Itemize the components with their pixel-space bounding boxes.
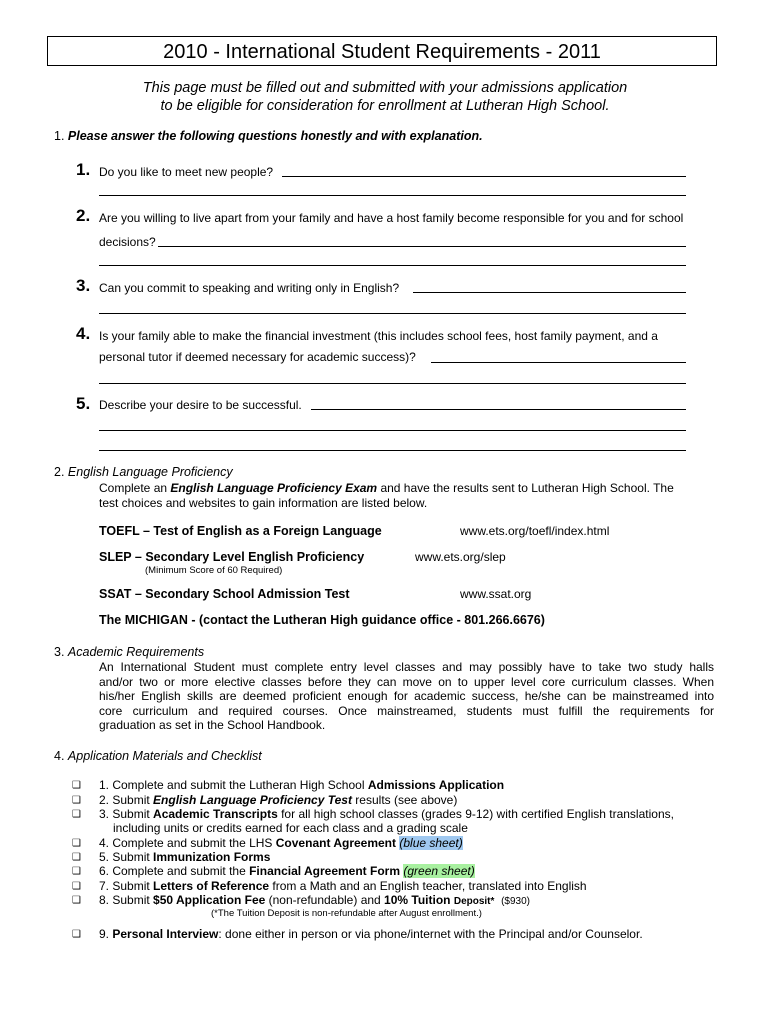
section-3-heading: 3. Academic Requirements xyxy=(54,645,205,659)
test-slep-note: (Minimum Score of 60 Required) xyxy=(145,565,283,576)
intro-line-1: This page must be filled out and submitted with your admissions application xyxy=(142,80,628,96)
checkbox-8[interactable]: ❑ xyxy=(72,895,81,906)
checklist-item-3: 3. Submit Academic Transcripts for all high school classes (grades 9-12) with certified English translations, xyxy=(99,807,674,821)
section-4-heading: 4. Application Materials and Checklist xyxy=(54,749,262,763)
section-2-heading: 2. English Language Proficiency xyxy=(54,465,233,479)
section-1-heading: 1. Please answer the following questions honestly and with explanation. xyxy=(54,129,483,143)
checkbox-4[interactable]: ❑ xyxy=(72,838,81,849)
answer-line-4b[interactable] xyxy=(99,383,686,384)
answer-line-5b[interactable] xyxy=(99,430,686,431)
section-3-paragraph: An International Student must complete entry level classes and may possibly have to take two study halls and/or two or more elective classes before they can move on to upper level core curriculum classes. When his/her English skills are deemed proficient enough for academic success, he/she can be mainstreamed into core curriculum and required courses. Once mainstreamed, students must fulfill the requirements for graduation as set in the School Handbook. xyxy=(99,660,714,732)
question-1-text: Do you like to meet new people? xyxy=(99,165,274,179)
question-2-text-line-2: decisions? xyxy=(99,235,156,249)
question-4-text-line-2: personal tutor if deemed necessary for academic success)? xyxy=(99,350,416,364)
question-4-text-line-1: Is your family able to make the financial investment (this includes school fees, host family payment, and a xyxy=(99,329,658,343)
checklist-item-6: 6. Complete and submit the Financial Agreement Form (green sheet) xyxy=(99,864,475,878)
checkbox-2[interactable]: ❑ xyxy=(72,795,81,806)
test-toefl-name: TOEFL – Test of English as a Foreign Language xyxy=(99,524,382,538)
answer-line-2a[interactable] xyxy=(158,246,686,247)
page-title: 2010 - International Student Requirements - 2011 xyxy=(47,36,717,66)
test-ssat-url[interactable]: www.ssat.org xyxy=(460,587,532,601)
test-slep-url[interactable]: www.ets.org/slep xyxy=(415,550,506,564)
intro-line-2: to be eligible for consideration for enrollment at Lutheran High School. xyxy=(160,98,610,114)
answer-line-3a[interactable] xyxy=(413,292,686,293)
question-1-number: 1. xyxy=(76,160,91,179)
checkbox-1[interactable]: ❑ xyxy=(72,780,81,791)
green-sheet-highlight: (green sheet) xyxy=(403,864,475,878)
checklist-item-7: 7. Submit Letters of Reference from a Math and an English teacher, translated into English xyxy=(99,879,587,893)
test-slep-name: SLEP – Secondary Level English Proficiency xyxy=(99,550,365,564)
checklist-item-2: 2. Submit English Language Proficiency Test results (see above) xyxy=(99,793,458,807)
checklist-item-1: 1. Complete and submit the Lutheran High School Admissions Application xyxy=(99,778,505,792)
checkbox-3[interactable]: ❑ xyxy=(72,809,81,820)
section-2-paragraph: Complete an English Language Proficiency Exam and have the results sent to Lutheran High School. The test choices and websites to gain information are listed below. xyxy=(99,481,674,510)
question-2-text-line-1: Are you willing to live apart from your family and have a host family become responsible for you and for school xyxy=(99,211,684,225)
checkbox-5[interactable]: ❑ xyxy=(72,852,81,863)
question-5-number: 5. xyxy=(76,394,91,413)
checkbox-6[interactable]: ❑ xyxy=(72,866,81,877)
answer-line-4a[interactable] xyxy=(431,362,686,363)
question-2-number: 2. xyxy=(76,206,91,225)
checklist-item-4: 4. Complete and submit the LHS Covenant Agreement (blue sheet) xyxy=(99,836,463,850)
answer-line-5c[interactable] xyxy=(99,450,686,451)
checklist-item-9: 9. Personal Interview: done either in person or via phone/internet with the Principal and/or Counselor. xyxy=(99,927,643,941)
tuition-deposit-note: (*The Tuition Deposit is non-refundable after August enrollment.) xyxy=(211,908,482,919)
checkbox-9[interactable]: ❑ xyxy=(72,929,81,940)
answer-line-2b[interactable] xyxy=(99,265,686,266)
test-michigan: The MICHIGAN - (contact the Lutheran High guidance office - 801.266.6676) xyxy=(99,613,545,627)
test-ssat-name: SSAT – Secondary School Admission Test xyxy=(99,587,350,601)
question-4-number: 4. xyxy=(76,324,91,343)
answer-line-5a[interactable] xyxy=(311,409,686,410)
answer-line-1a[interactable] xyxy=(282,176,686,177)
checkbox-7[interactable]: ❑ xyxy=(72,881,81,892)
blue-sheet-highlight: (blue sheet) xyxy=(399,836,463,850)
question-3-number: 3. xyxy=(76,276,91,295)
question-3-text: Can you commit to speaking and writing only in English? xyxy=(99,281,400,295)
checklist-item-5: 5. Submit Immunization Forms xyxy=(99,850,271,864)
question-5-text: Describe your desire to be successful. xyxy=(99,398,302,412)
checklist-item-3-line-2: including units or credits earned for each class and a grading scale xyxy=(113,821,468,835)
test-toefl-url[interactable]: www.ets.org/toefl/index.html xyxy=(460,524,610,538)
answer-line-1b[interactable] xyxy=(99,195,686,196)
checklist-item-8: 8. Submit $50 Application Fee (non-refundable) and 10% Tuition Deposit* ($930) xyxy=(99,893,530,907)
answer-line-3b[interactable] xyxy=(99,313,686,314)
